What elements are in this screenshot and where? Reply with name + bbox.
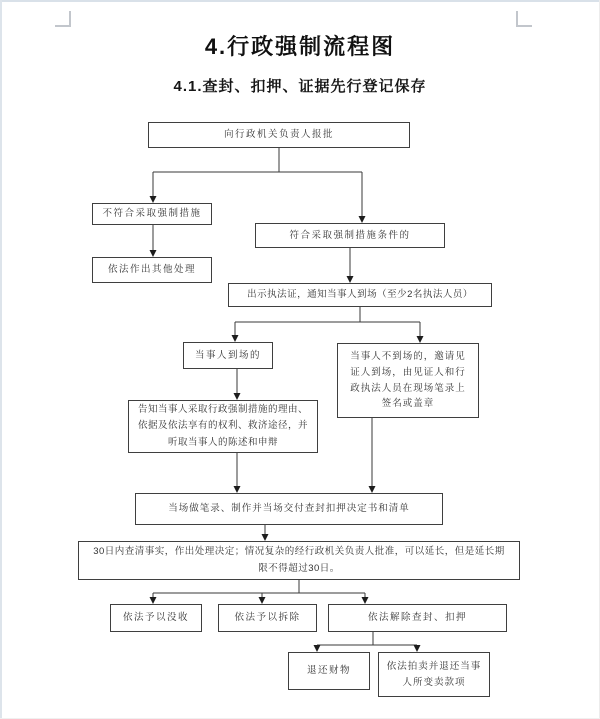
flow-node-onsite-record: 当场做笔录、制作并当场交付查封扣押决定书和清单 xyxy=(135,493,443,525)
flow-node-confiscate: 依法予以没收 xyxy=(110,604,202,632)
flow-node-party-absent: 当事人不到场的，邀请见证人到场，由见证人和行政执法人员在现场笔录上签名或盖章 xyxy=(337,343,479,418)
page-subtitle: 4.1.查封、扣押、证据先行登记保存 xyxy=(173,78,427,95)
flow-node-not-meet-conditions: 不符合采取强制措施 xyxy=(92,203,212,225)
flow-node-release-seizure: 依法解除查封、扣押 xyxy=(328,604,507,632)
flow-node-report-approval: 向行政机关负责人报批 xyxy=(148,122,410,148)
flow-node-party-present: 当事人到场的 xyxy=(183,342,273,369)
flow-node-return-property: 退还财物 xyxy=(288,652,370,690)
flow-node-inform-rights: 告知当事人采取行政强制措施的理由、依据及依法享有的权利、救济途径，并听取当事人的陈述和申辩 xyxy=(128,400,318,453)
flow-node-demolish: 依法予以拆除 xyxy=(218,604,317,632)
flow-node-show-certificate: 出示执法证，通知当事人到场（至少2名执法人员） xyxy=(228,283,492,307)
flow-node-meet-conditions: 符合采取强制措施条件的 xyxy=(255,223,445,248)
page-title: 4.行政强制流程图 xyxy=(204,34,396,59)
flow-node-other-handling: 依法作出其他处理 xyxy=(92,257,212,283)
flow-node-auction-refund: 依法拍卖并退还当事人所变卖款项 xyxy=(378,652,490,697)
flow-node-30-day-decision: 30日内查清事实，作出处理决定；情况复杂的经行政机关负责人批准，可以延长，但是延长期限不得超过30日。 xyxy=(78,541,520,580)
